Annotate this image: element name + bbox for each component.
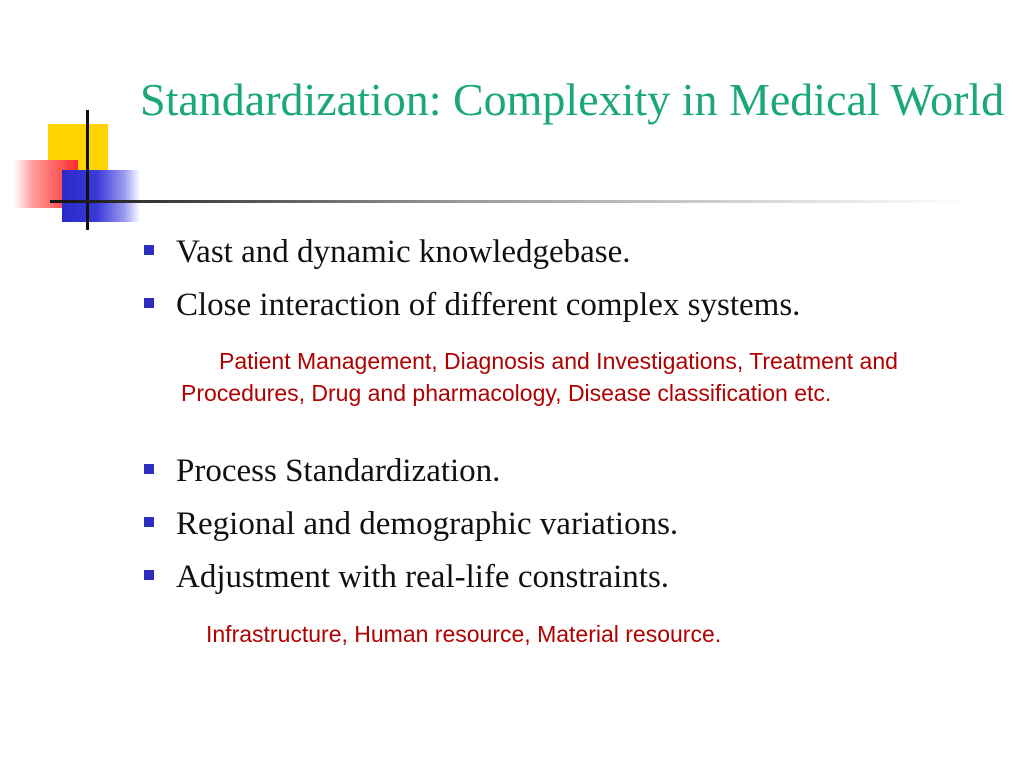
bullet-text: Adjustment with real-life constraints. — [176, 559, 670, 595]
bullet-text: Close interaction of different complex systems. — [176, 287, 801, 323]
bullet-item — [144, 451, 500, 491]
bullet-square-icon — [144, 464, 154, 474]
bullet-text: Regional and demographic variations. — [176, 506, 679, 542]
slide-title: Standardization: Complexity in Medical World — [140, 74, 1005, 125]
decorative-vertical-line — [86, 110, 89, 230]
bullet-square-icon — [144, 517, 154, 527]
bullet-text: Process Standardization. — [176, 453, 501, 489]
bullet-item — [144, 557, 669, 597]
bullet-text: Vast and dynamic knowledgebase. — [176, 234, 631, 270]
bullet-item — [144, 504, 678, 544]
constraints-examples-note: Infrastructure, Human resource, Material resource. — [206, 621, 722, 647]
decorative-blue-square — [62, 170, 140, 222]
title-underline — [50, 200, 970, 203]
bullet-square-icon — [144, 245, 154, 255]
bullet-square-icon — [144, 298, 154, 308]
systems-examples-note: Patient Management, Diagnosis and Investigations, Treatment and Procedures, Drug and pharmacology, Disease classification etc. — [181, 348, 898, 406]
bullet-item — [144, 285, 800, 325]
bullet-square-icon — [144, 570, 154, 580]
bullet-item — [144, 232, 631, 272]
